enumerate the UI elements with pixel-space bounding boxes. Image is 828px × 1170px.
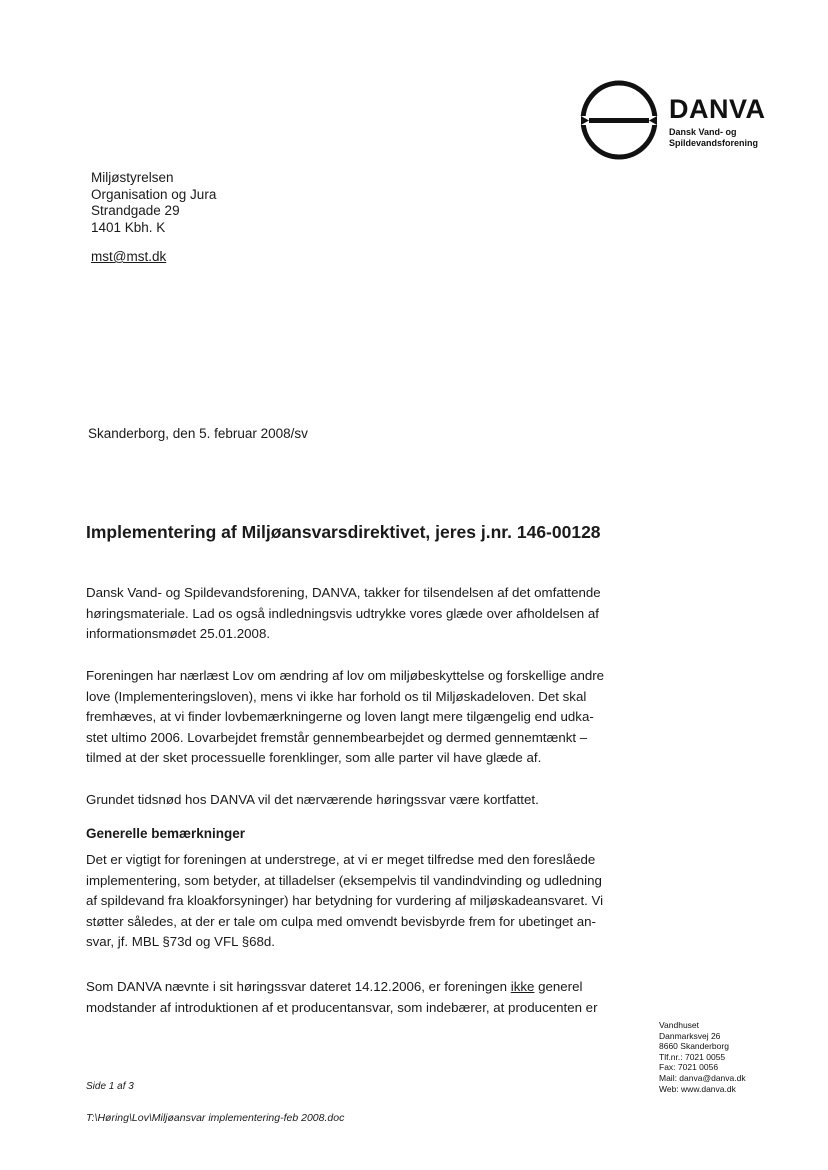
- sender-contact-block: [659, 1020, 746, 1094]
- text-line: tilmed at der sket processuelle forenklinger, som alle parter vil have glæde af.: [86, 750, 542, 765]
- text-line: Grundet tidsnød hos DANVA vil det nærværende høringssvar være kortfattet.: [86, 792, 539, 807]
- address-line: Miljøstyrelsen: [91, 170, 174, 185]
- address-line: 1401 Kbh. K: [91, 219, 166, 235]
- text-line: love (Implementeringsloven), mens vi ikke har forhold os til Miljøskadeloven. Det skal: [86, 688, 587, 704]
- logo-subtitle-line: Dansk Vand- og: [669, 127, 737, 137]
- logo-subtitle: [669, 127, 758, 149]
- contact-line: Web: www.danva.dk: [659, 1083, 736, 1094]
- text-line: fremhæves, at vi finder lovbemærkningerne og loven langt mere tilgængelig end udka-: [86, 709, 594, 724]
- text-line: svar, jf. MBL §73d og VFL §68d.: [86, 934, 275, 949]
- text-line: af spildevand fra kloakforsyninger) har betydning for vurdering af miljøskadeansvaret. Vi: [86, 893, 604, 908]
- paragraph-law-review: [86, 666, 626, 769]
- danva-logo: [577, 80, 777, 170]
- letter-title: Implementering af Miljøansvarsdirektivet, jeres j.nr. 146-00128: [86, 522, 601, 542]
- text-line: [86, 977, 626, 998]
- section-heading: Generelle bemærkninger: [86, 826, 246, 841]
- logo-name: DANVA: [669, 94, 766, 124]
- text-line: Foreningen har nærlæst Lov om ændring af lov om miljøbeskyttelse og forskellige andre: [86, 668, 605, 683]
- contact-line: 8660 Skanderborg: [659, 1041, 729, 1052]
- text-span: generel: [534, 979, 583, 994]
- text-line: stet ultimo 2006. Lovarbejdet fremstår gennembearbejdet og dermed gennemtænkt –: [86, 729, 588, 745]
- text-line: implementering, som betyder, at tilladelser (eksempelvis til vandindvinding og udledning: [86, 872, 602, 888]
- contact-line: Mail: danva@danva.dk: [659, 1072, 746, 1083]
- paragraph-producer-liability: [86, 977, 626, 1018]
- recipient-email-link[interactable]: mst@mst.dk: [91, 249, 167, 264]
- logo-subtitle-line: Spildevandsforening: [669, 138, 759, 148]
- text-line: støtter således, at der er tale om culpa med omvendt bevisbyrde frem for ubetinget an-: [86, 913, 596, 929]
- recipient-address: [91, 170, 216, 236]
- page-number: Side 1 af 3: [86, 1081, 134, 1092]
- paragraph-general-remarks: [86, 850, 626, 953]
- underlined-word: ikke: [510, 979, 535, 994]
- contact-line: Vandhuset: [659, 1020, 700, 1030]
- text-line: Dansk Vand- og Spildevandsforening, DANVA, takker for tilsendelsen af det omfattende: [86, 585, 601, 600]
- date-line: Skanderborg, den 5. februar 2008/sv: [88, 426, 308, 441]
- text-line: modstander af introduktionen af et producentansvar, som indebærer, at producenten er: [86, 999, 598, 1015]
- danva-ring-icon: [577, 80, 667, 170]
- paragraph-intro: [86, 583, 626, 645]
- contact-line: Danmarksvej 26: [659, 1030, 721, 1041]
- contact-line: Fax: 7021 0056: [659, 1062, 719, 1073]
- text-line: høringsmateriale. Lad os også indledningsvis udtrykke vores glæde over afholdelsen af: [86, 605, 599, 621]
- text-line: informationsmødet 25.01.2008.: [86, 626, 271, 641]
- text-line: Det er vigtigt for foreningen at understrege, at vi er meget tilfredse med den foreslåede: [86, 852, 596, 867]
- paragraph-brief-note: [86, 790, 626, 811]
- address-line: Organisation og Jura: [91, 186, 217, 202]
- file-path: T:\Høring\Lov\Miljøansvar implementering-feb 2008.doc: [86, 1112, 345, 1124]
- address-line: Strandgade 29: [91, 203, 180, 218]
- text-span: Som DANVA nævnte i sit høringssvar dateret 14.12.2006, er foreningen: [86, 979, 511, 994]
- contact-line: Tlf.nr.: 7021 0055: [659, 1051, 726, 1062]
